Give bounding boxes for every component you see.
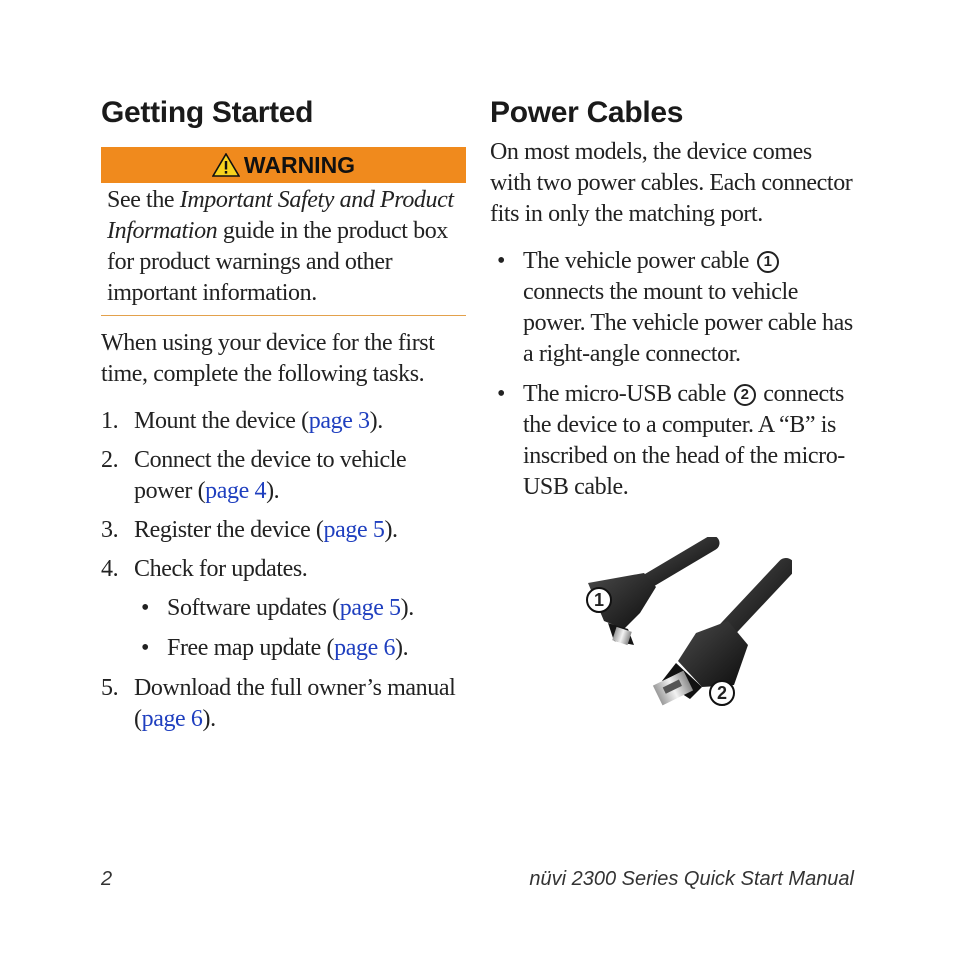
list-item: 3. Register the device (page 5).	[101, 517, 398, 543]
list-item: • Free map update (page 6).	[141, 635, 409, 661]
callout-2-icon: 2	[734, 384, 756, 406]
page-link[interactable]: page 5	[323, 517, 385, 543]
list-item: 1. Mount the device (page 3).	[101, 408, 383, 434]
list-item: 5. Download the full owner’s manual (page 6).	[101, 675, 456, 732]
callout-1-icon: 1	[757, 251, 779, 273]
power-cables-heading: Power Cables	[490, 96, 684, 129]
page-link[interactable]: page 5	[339, 595, 401, 621]
getting-started-heading: Getting Started	[101, 96, 314, 129]
warning-banner	[101, 147, 466, 183]
list-item: • The micro-USB cable 2 connects the device to a computer. A “B” is inscribed on the head of the micro-USB cable.	[497, 381, 845, 500]
list-item: • The vehicle power cable 1 connects the mount to vehicle power. The vehicle power cable has a right-angle connector.	[497, 248, 853, 367]
getting-started-column	[101, 95, 466, 743]
intro-paragraph: When using your device for the first time, complete the following tasks.	[101, 330, 435, 387]
page-number: 2	[101, 868, 113, 890]
warning-text: See the Important Safety and Product Information guide in the product box for product warnings and other important information.	[101, 183, 466, 316]
list-item: • Software updates (page 5).	[141, 595, 414, 621]
power-cables-column	[490, 95, 855, 512]
cable-illustration	[552, 537, 792, 725]
power-cables-intro: On most models, the device comes with two power cables. Each connector fits in only the matching port.	[490, 139, 853, 227]
page-link[interactable]: page 6	[334, 635, 396, 661]
power-cables-photo	[552, 537, 792, 725]
list-item: 2. Connect the device to vehicle power (page 4).	[101, 447, 407, 504]
update-sub-list	[134, 593, 466, 664]
page-link[interactable]: page 3	[308, 408, 370, 434]
photo-callout-1-icon: 1	[586, 587, 612, 613]
footer-title: nüvi 2300 Series Quick Start Manual	[529, 868, 854, 890]
task-list	[101, 406, 466, 735]
page-link[interactable]: page 4	[205, 478, 267, 504]
warning-triangle-icon	[212, 153, 240, 177]
list-item: 4. Check for updates. • Software updates (page 5). • Free map update (page 6).	[101, 554, 466, 664]
page-link[interactable]: page 6	[141, 706, 203, 732]
safety-guide-title: Important Safety and Product Information	[107, 187, 454, 244]
photo-callout-2-icon: 2	[709, 680, 735, 706]
warning-label: WARNING	[243, 151, 356, 178]
cable-list	[490, 246, 855, 503]
